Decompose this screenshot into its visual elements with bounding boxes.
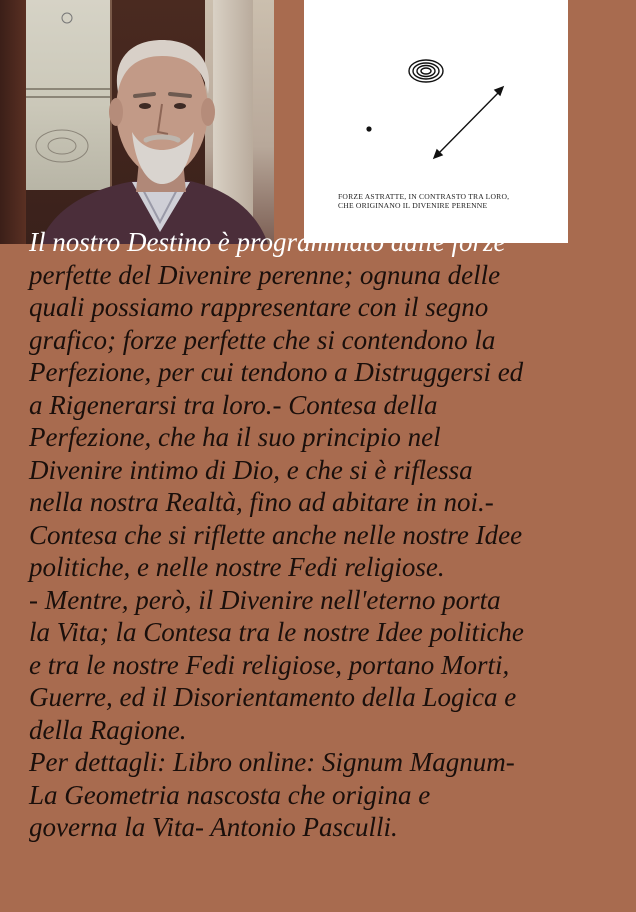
quote-line: grafico; forze perfette che si contendono la: [29, 324, 496, 355]
quote-line: Perfezione, che ha il suo principio nel: [29, 422, 441, 452]
quote-text: [29, 226, 609, 844]
quote-line: perfette del Divenire perenne; ognuna delle: [29, 259, 501, 290]
quote-line: Contesa che si riflette anche nelle nostre Idee: [29, 519, 523, 550]
quote-line: della Ragione.: [29, 714, 187, 745]
quote-line: - Mentre, però, il Divenire nell'eterno porta: [29, 584, 501, 615]
quote-line: a Rigenerarsi tra loro.- Contesa della: [29, 389, 438, 420]
quote-line: nella nostra Realtà, fino ad abitare in noi.-: [29, 487, 494, 517]
dot-icon: [366, 126, 371, 131]
portrait-figure-icon: [0, 0, 274, 244]
arrow-icon: [434, 87, 503, 158]
portrait-photo: [0, 0, 274, 244]
quote-line: Il nostro Destino è programmato dalle forze: [29, 227, 506, 257]
quote-line: governa la Vita- Antonio Pasculli.: [29, 812, 398, 842]
quote-line: politiche, e nelle nostre Fedi religiose.: [29, 552, 445, 582]
quote-line: Divenire intimo di Dio, e che si è riflessa: [29, 454, 473, 485]
quote-line: Guerre, ed il Disorientamento della Logica e: [29, 682, 517, 712]
spiral-icon: [409, 60, 443, 82]
quote-line: Perfezione, per cui tendono a Distruggersi ed: [29, 357, 524, 387]
figure-card: [304, 0, 568, 243]
quote-line: Per dettagli: Libro online: Signum Magnum-: [29, 747, 515, 777]
quote-line: quali possiamo rappresentare con il segno: [29, 292, 489, 322]
quote-line: La Geometria nascosta che origina e: [29, 779, 431, 810]
quote-line: e tra le nostre Fedi religiose, portano Morti,: [29, 649, 510, 680]
figure-caption: FORZE ASTRATTE, IN CONTRASTO TRA LORO, CHE ORIGINANO IL DIVENIRE PERENNE: [338, 192, 510, 210]
quote-line: la Vita; la Contesa tra le nostre Idee politiche: [29, 617, 524, 647]
